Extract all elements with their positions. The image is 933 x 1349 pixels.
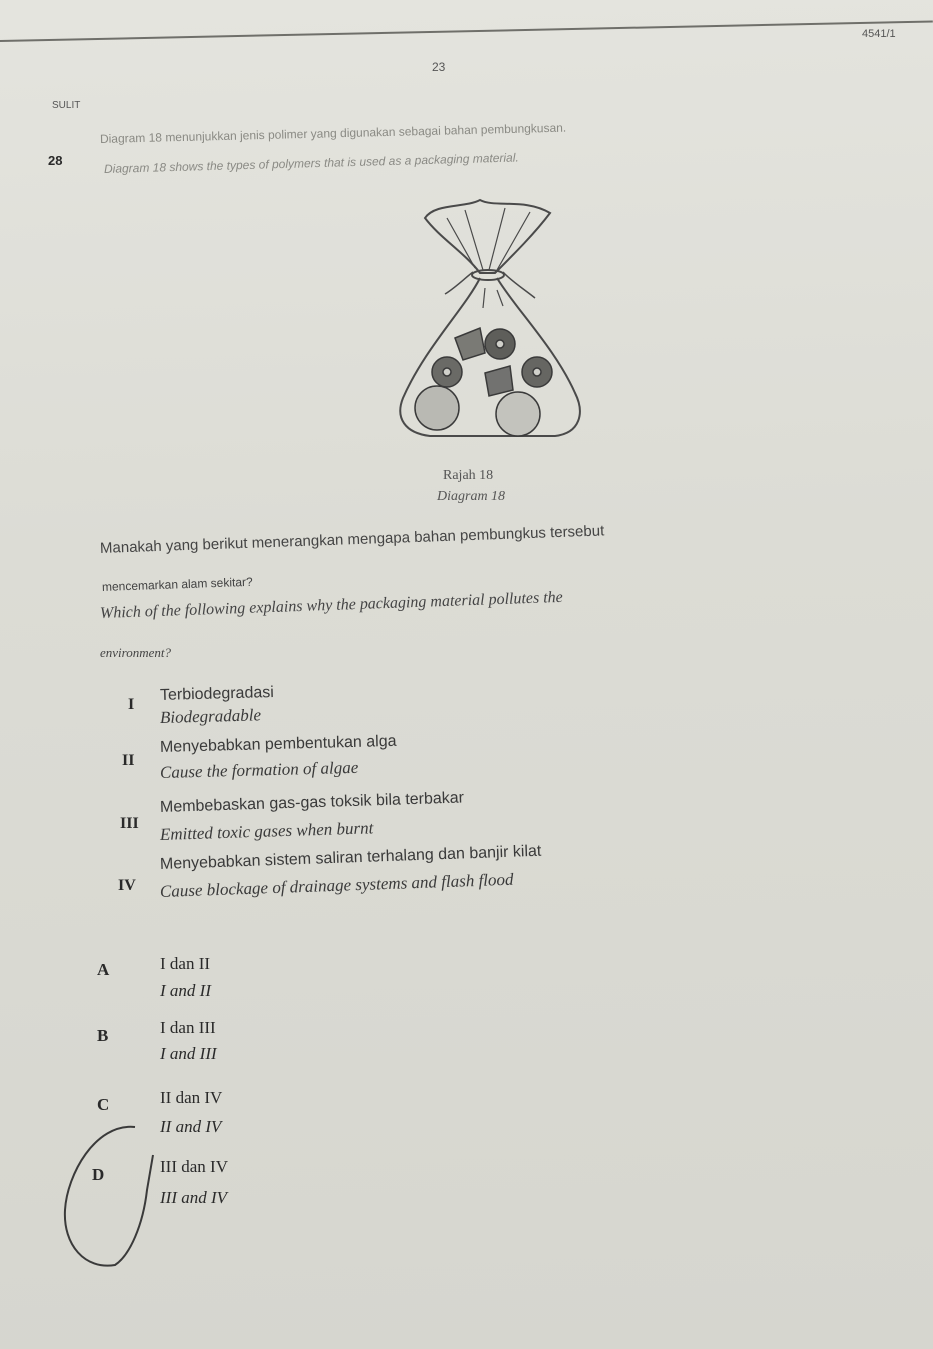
answer-english: I and III bbox=[160, 1044, 217, 1063]
question-number: 28 bbox=[48, 153, 63, 168]
page-top-edge bbox=[0, 20, 933, 42]
answer-letter: D bbox=[92, 1165, 105, 1184]
statement-malay: Terbiodegradasi bbox=[159, 684, 275, 704]
statement-numeral: II bbox=[122, 752, 135, 769]
statement-malay: Menyebabkan sistem saliran terhalang dan banjir kilat bbox=[159, 842, 542, 873]
paper-code: 4541/1 bbox=[862, 28, 896, 40]
answer-letter: A bbox=[97, 960, 110, 979]
stem-malay-line2: mencemarkan alam sekitar? bbox=[101, 574, 253, 594]
answer-malay: III dan IV bbox=[160, 1157, 228, 1176]
answer-malay: I dan II bbox=[160, 954, 211, 973]
statement-english: Cause blockage of drainage systems and flash flood bbox=[159, 869, 514, 901]
diagram-caption-malay: Rajah 18 bbox=[443, 468, 494, 483]
statement-numeral: I bbox=[128, 696, 135, 713]
plastic-bag-diagram bbox=[385, 198, 595, 453]
answer-letter: B bbox=[97, 1026, 109, 1045]
statement-malay: Membebaskan gas-gas toksik bila terbakar bbox=[159, 789, 465, 816]
secret-label: SULIT bbox=[52, 100, 81, 111]
statement-english: Biodegradable bbox=[159, 705, 262, 727]
answer-english: III and IV bbox=[160, 1188, 228, 1207]
statement-english: Emitted toxic gases when burnt bbox=[159, 818, 374, 844]
answer-english: II and IV bbox=[160, 1117, 222, 1136]
stem-malay-line1: Manakah yang berikut menerangkan mengapa bahan pembungkus tersebut bbox=[99, 522, 605, 557]
statement-numeral: IV bbox=[118, 877, 136, 894]
page-number: 23 bbox=[432, 60, 446, 74]
question-intro-malay: Diagram 18 menunjukkan jenis polimer yang digunakan sebagai bahan pembungkusan. bbox=[99, 120, 567, 146]
diagram-caption-english: Diagram 18 bbox=[437, 489, 506, 504]
stem-english-line1: Which of the following explains why the packaging material pollutes the bbox=[99, 588, 564, 622]
question-intro-english: Diagram 18 shows the types of polymers that is used as a packaging material. bbox=[103, 150, 519, 176]
answer-malay: I dan III bbox=[160, 1018, 216, 1037]
statement-malay: Menyebabkan pembentukan alga bbox=[159, 732, 397, 756]
answer-letter: C bbox=[97, 1095, 110, 1114]
stem-english-line2: environment? bbox=[100, 645, 171, 660]
answer-english: I and II bbox=[160, 981, 211, 1000]
statement-english: Cause the formation of algae bbox=[159, 757, 359, 782]
statement-numeral: III bbox=[120, 815, 139, 832]
handwritten-answer-circle bbox=[55, 1115, 160, 1275]
answer-malay: II dan IV bbox=[160, 1088, 223, 1107]
